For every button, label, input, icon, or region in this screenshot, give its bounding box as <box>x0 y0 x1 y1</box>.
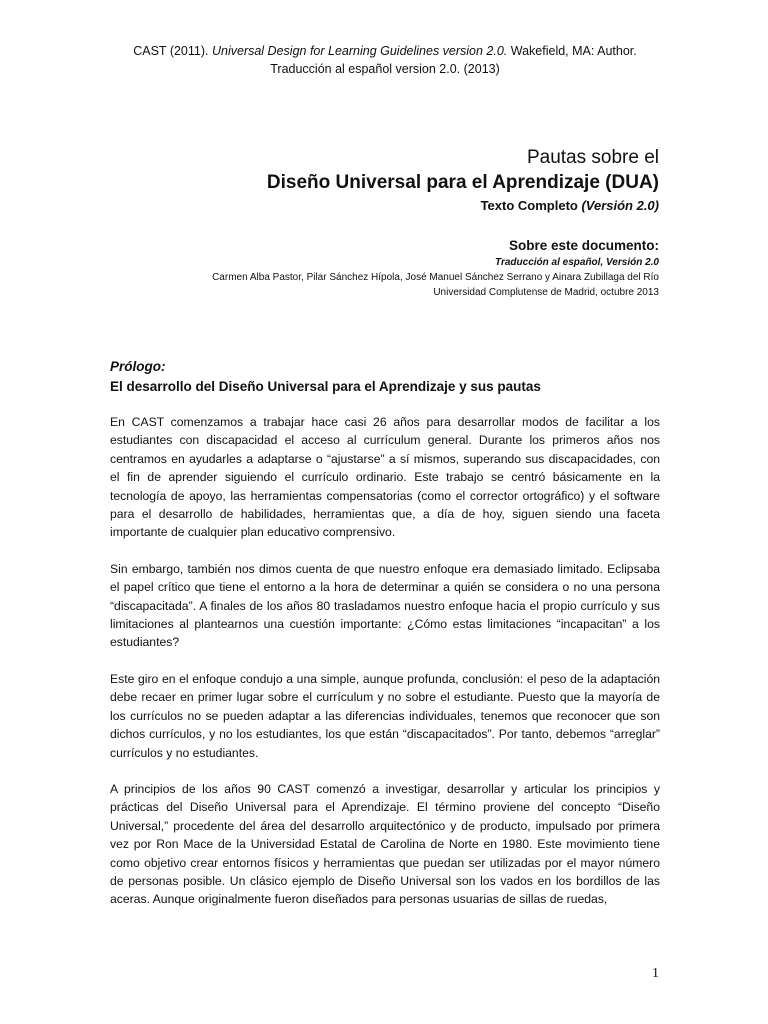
citation-title: Universal Design for Learning Guidelines version 2.0. <box>211 44 508 58</box>
title-block <box>99 145 659 215</box>
about-heading: Sobre este documento: <box>508 238 659 253</box>
about-institution: Universidad Complutense de Madrid, octubre 2013 <box>433 287 659 298</box>
citation-author: CAST (2011). <box>133 44 212 58</box>
prologue-label: Prólogo: <box>110 359 166 374</box>
title-line-1: Pautas sobre el <box>526 147 659 168</box>
about-translation: Traducción al español, Versión 2.0 <box>495 257 659 268</box>
paragraph: En CAST comenzamos a trabajar hace casi 26 años para desarrollar modos de facilitar a los estudiantes con discapacidad el acceso al currículum general. Durante los primeros años nos centramos en ayudarles a adaptarse o “ajustarse” a sí mismos, superando sus discapacidades, con el fin de aprender siguiendo el currículo ordinario. Este trabajo se centró básicamente en la tecnología de apoyo, las herramientas compensatorias (como el corrector ortográfico) y el software para el desarrollo de habilidades, herramientas que, a día de hoy, siguen siendo una faceta importante de cualquier plan educativo comprensivo. <box>110 415 660 540</box>
citation-header <box>90 42 680 78</box>
citation-translation: Traducción al español version 2.0. (2013) <box>270 62 500 76</box>
citation-publisher: Wakefield, MA: Author. <box>507 44 637 58</box>
citation-line-1 <box>90 42 680 60</box>
subtitle <box>99 196 659 215</box>
about-block <box>79 236 659 300</box>
paragraph: Sin embargo, también nos dimos cuenta de que nuestro enfoque era demasiado limitado. Eclipsaba el papel crítico que tiene el entorno a la hora de determinar a quién se considera o no una persona “discapacitada”. A finales de los años 80 trasladamos nuestro enfoque hacia el propio currículo y sus limitaciones al plantearnos una cuestión importante: ¿Cómo estas limitaciones “incapacitan” a los estudiantes? <box>110 561 660 650</box>
title-line-2: Diseño Universal para el Aprendizaje (DUA) <box>266 172 659 193</box>
paragraph: A principios de los años 90 CAST comenzó a investigar, desarrollar y articular los principios y prácticas del Diseño Universal para el Aprendizaje. El término proviene del concepto “Diseño Universal,” procedente del área del desarrollo arquitectónico y de producto, impulsado por primera vez por Ron Mace de la Universidad Estatal de Carolina de Norte en 1980. Este movimiento tiene como objetivo crear entornos físicos y herramientas que puedan ser utilizadas por el mayor número de personas posible. Un clásico ejemplo de Diseño Universal son los vados en los bordillos de las aceras. Aunque originalmente fueron diseñados para personas usuarias de sillas de ruedas, <box>110 781 660 907</box>
subtitle-version: (Versión 2.0) <box>581 198 659 213</box>
page-number: 1 <box>652 966 659 981</box>
subtitle-text: Texto Completo <box>480 198 582 213</box>
prologue-header <box>110 357 660 397</box>
prologue-heading: El desarrollo del Diseño Universal para el Aprendizaje y sus pautas <box>110 379 541 394</box>
body-text <box>110 413 660 927</box>
about-authors: Carmen Alba Pastor, Pilar Sánchez Hípola, José Manuel Sánchez Serrano y Ainara Zubillaga del Río <box>212 272 659 283</box>
paragraph: Este giro en el enfoque condujo a una simple, aunque profunda, conclusión: el peso de la adaptación debe recaer en primer lugar sobre el currículum y no sobre el estudiante. Puesto que la mayoría de los currículos no se pueden adaptar a las diferencias individuales, tenemos que reconocer que son dichos currículos, y no los estudiantes, los que están “discapacitados”. Por tanto, debemos “arreglar” currículos y no estudiantes. <box>110 671 660 760</box>
